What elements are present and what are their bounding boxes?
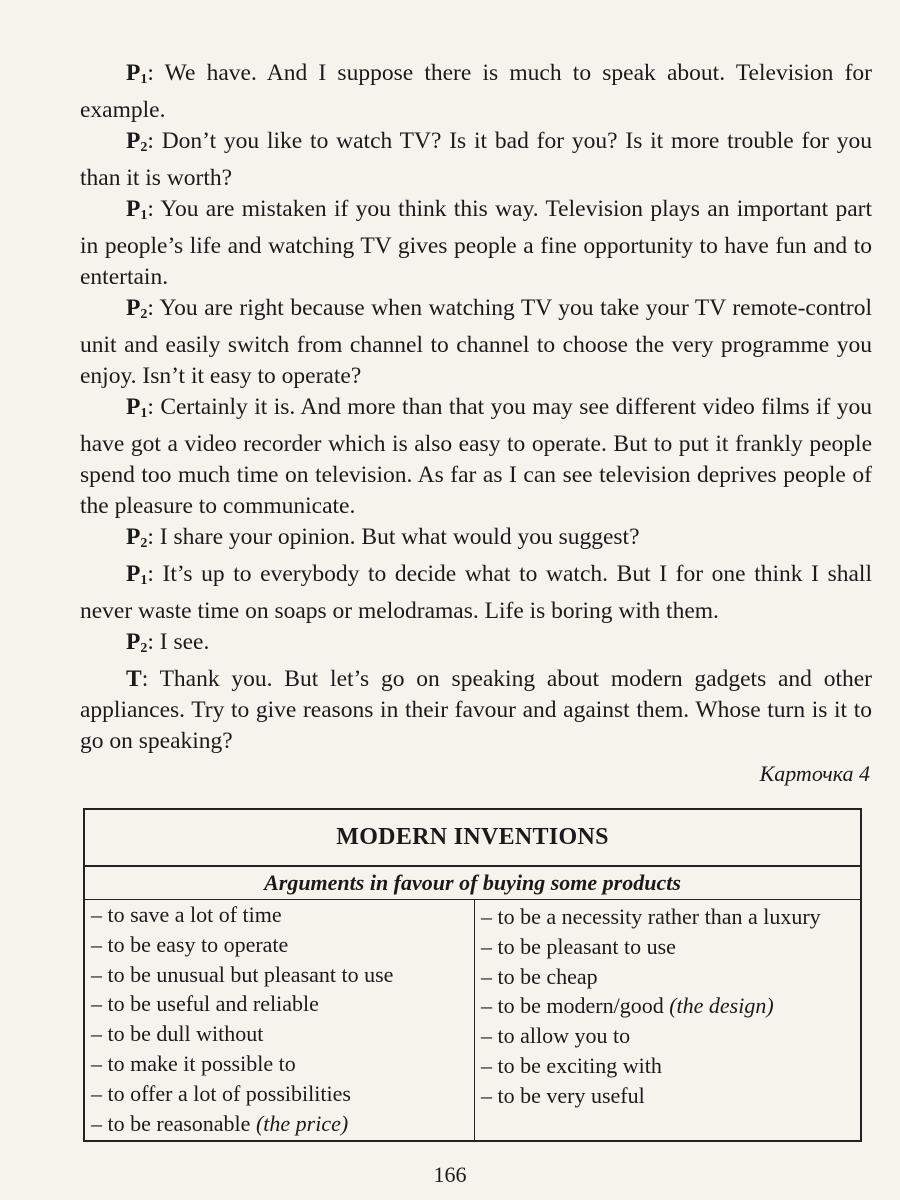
dialogue-line: $P_1$: We have. And I suppose there is much to speak about. Television for example. [80, 60, 872, 123]
list-item: – to be exciting with [481, 1052, 662, 1078]
list-item: – to be dull without [91, 1021, 264, 1047]
dialogue-line: $P_2$: You are right because when watching TV you take your TV remote-control unit and easily switch from channel to channel to choose the very programme you enjoy. Isn’t it easy to operate? [80, 295, 872, 389]
inventions-table [83, 808, 862, 1142]
list-item: – to make it possible to [91, 1050, 296, 1076]
list-item: – to be a necessity rather than a luxury [481, 904, 821, 929]
list-item: – to be cheap [481, 963, 598, 989]
list-item: – to allow you to [481, 1023, 631, 1049]
right-column [475, 900, 860, 1140]
table-title: MODERN INVENTIONS [85, 810, 860, 867]
list-item: – to be reasonable (the price) [91, 1110, 349, 1136]
list-item: – to be pleasant to use [481, 933, 676, 959]
speaker-label: $P_1$ [126, 196, 148, 223]
table-columns [85, 900, 860, 1140]
list-item: – to offer a lot of possibilities [91, 1080, 351, 1106]
speaker-label: $P_2$ [126, 524, 148, 551]
list-item: – to be very useful [481, 1082, 645, 1108]
speaker-label: $P_1$ [126, 561, 148, 588]
list-item: – to save a lot of time [91, 902, 282, 927]
page-content [80, 58, 872, 787]
list-item: – to be unusual but pleasant to use [91, 961, 394, 987]
speaker-label: $P_2$ [126, 629, 148, 656]
dialogue-line: T: Thank you. But let’s go on speaking about modern gadgets and other appliances. Try to give reasons in their favour and against them. Whose turn is it to go on speaking? [80, 666, 872, 754]
dialogue-line: $P_2$: Don’t you like to watch TV? Is it bad for you? Is it more trouble for you than it is worth? [80, 128, 872, 191]
list-item: – to be modern/good (the design) [481, 993, 774, 1019]
dialogue-line: $P_1$: It’s up to everybody to decide what to watch. But I for one think I shall never waste time on soaps or melodramas. Life is boring with them. [80, 561, 872, 624]
dialogue [80, 58, 872, 757]
dialogue-line: $P_1$: You are mistaken if you think this way. Television plays an important part in people’s life and watching TV gives people a fine opportunity to have fun and to entertain. [80, 196, 872, 290]
card-label: Карточка 4 [759, 761, 870, 786]
item-note: (the design) [669, 993, 774, 1019]
dialogue-line: $P_1$: Certainly it is. And more than that you may see different video films if you have got a video recorder which is also easy to operate. But to put it frankly people spend too much time on television. As far as I can see television deprives people of the pleasure to communicate. [80, 394, 872, 519]
dialogue-line: $P_2$: I see. [126, 629, 210, 656]
item-note: (the price) [255, 1110, 349, 1136]
page-number: 166 [433, 1162, 467, 1187]
speaker-label: $P_1$ [126, 394, 148, 421]
list-item: – to be useful and reliable [91, 991, 319, 1017]
list-item: – to be easy to operate [91, 931, 289, 957]
speaker-label: $P_2$ [126, 295, 148, 322]
left-column [85, 900, 475, 1140]
dialogue-line: $P_2$: I share your opinion. But what would you suggest? [126, 524, 640, 551]
speaker-label: $P_2$ [126, 128, 148, 155]
speaker-label: T [126, 666, 142, 692]
table-subtitle: Arguments in favour of buying some products [85, 867, 860, 900]
speaker-label: $P_1$ [126, 60, 148, 87]
